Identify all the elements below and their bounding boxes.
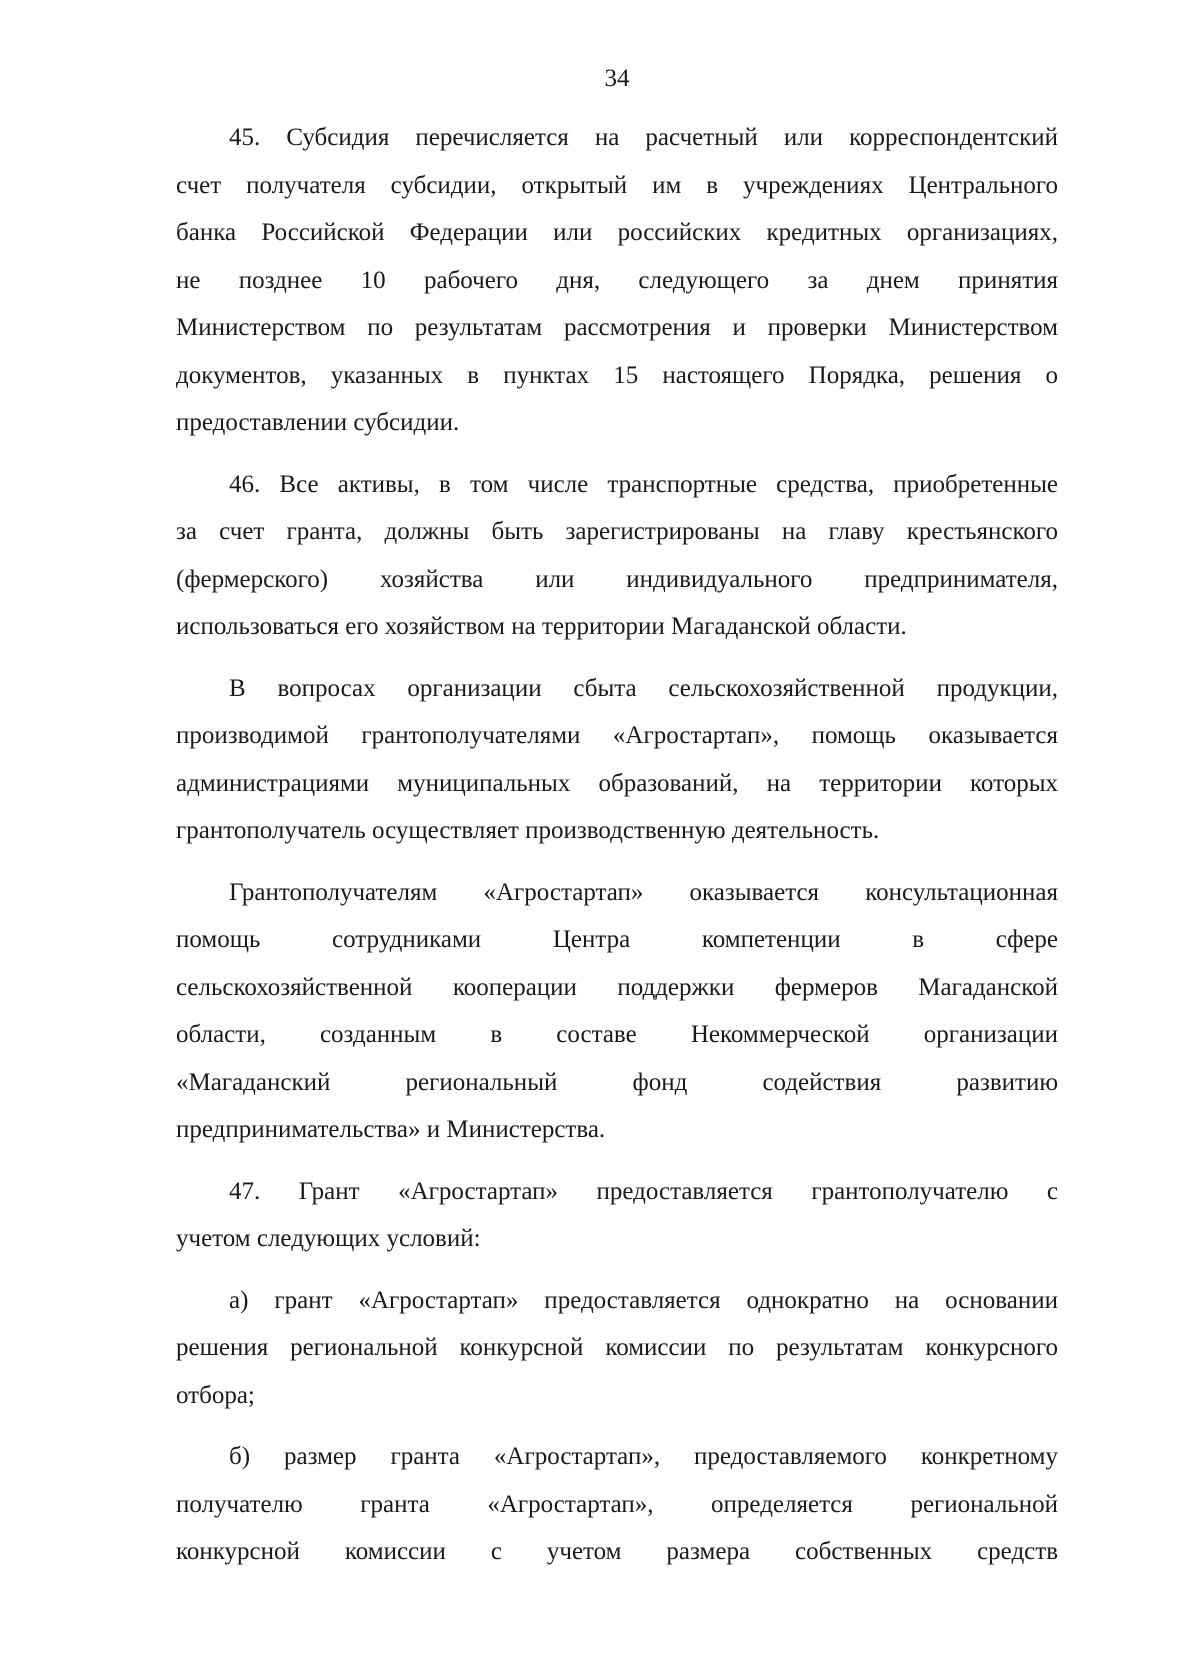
text-line: 47. Грант «Агростартап» предоставляется грантополучателю с <box>229 1177 1058 1205</box>
text-line: а) грант «Агростартап» предоставляется однократно на основании <box>229 1286 1058 1314</box>
paragraph-item-a <box>176 1277 1058 1420</box>
paragraph-46 <box>176 461 1058 651</box>
text-line: решения региональной конкурсной комиссии по результатам конкурсного <box>176 1334 1058 1361</box>
text-line: Министерством по результатам рассмотрения и проверки Министерством <box>176 314 1058 341</box>
paragraph-item-b <box>176 1433 1058 1576</box>
text-line: помощь сотрудниками Центра компетенции в сфере <box>176 926 1058 953</box>
text-line: В вопросах организации сбыта сельскохозяйственной продукции, <box>229 674 1058 702</box>
text-line: счет получателя субсидии, открытый им в учреждениях Центрального <box>176 171 1058 199</box>
paragraph-sales-support <box>176 665 1058 855</box>
text-line: администрациями муниципальных образований, на территории которых <box>176 769 1058 797</box>
text-line: 46. Все активы, в том числе транспортные средства, приобретенные <box>229 470 1058 498</box>
paragraph-consulting-help <box>176 869 1058 1154</box>
text-line: предпринимательства» и Министерства. <box>176 1116 606 1143</box>
text-line: не позднее 10 рабочего дня, следующего за днем принятия <box>176 266 1058 294</box>
text-line: за счет гранта, должны быть зарегистрированы на главу крестьянского <box>176 518 1058 545</box>
text-line: б) размер гранта «Агростартап», предоставляемого конкретному <box>229 1443 1058 1470</box>
text-line: учетом следующих условий: <box>176 1225 481 1252</box>
paragraph-47 <box>176 1168 1058 1263</box>
text-line: банка Российской Федерации или российских кредитных организациях, <box>176 219 1058 246</box>
text-line: использоваться его хозяйством на территории Магаданской области. <box>176 613 907 640</box>
text-line: (фермерского) хозяйства или индивидуального предпринимателя, <box>176 565 1058 593</box>
document-body <box>176 114 1058 1576</box>
text-line: сельскохозяйственной кооперации поддержки фермеров Магаданской <box>176 973 1058 1001</box>
page-number: 34 <box>604 65 630 92</box>
text-line: предоставлении субсидии. <box>176 409 460 436</box>
text-line: производимой грантополучателями «Агростартап», помощь оказывается <box>176 722 1058 749</box>
text-line: Грантополучателям «Агростартап» оказывается консультационная <box>229 878 1058 906</box>
text-line: грантополучатель осуществляет производственную деятельность. <box>176 817 880 844</box>
text-line: «Магаданский региональный фонд содействия развитию <box>176 1068 1058 1096</box>
text-line: документов, указанных в пунктах 15 настоящего Порядка, решения о <box>176 361 1058 389</box>
paragraph-45 <box>176 114 1058 447</box>
text-line: конкурсной комиссии с учетом размера собственных средств <box>176 1538 1058 1565</box>
text-line: 45. Субсидия перечисляется на расчетный или корреспондентский <box>229 124 1058 151</box>
text-line: получателю гранта «Агростартап», определяется региональной <box>176 1490 1058 1518</box>
text-line: отбора; <box>176 1381 255 1409</box>
text-line: области, созданным в составе Некоммерческой организации <box>176 1021 1058 1048</box>
